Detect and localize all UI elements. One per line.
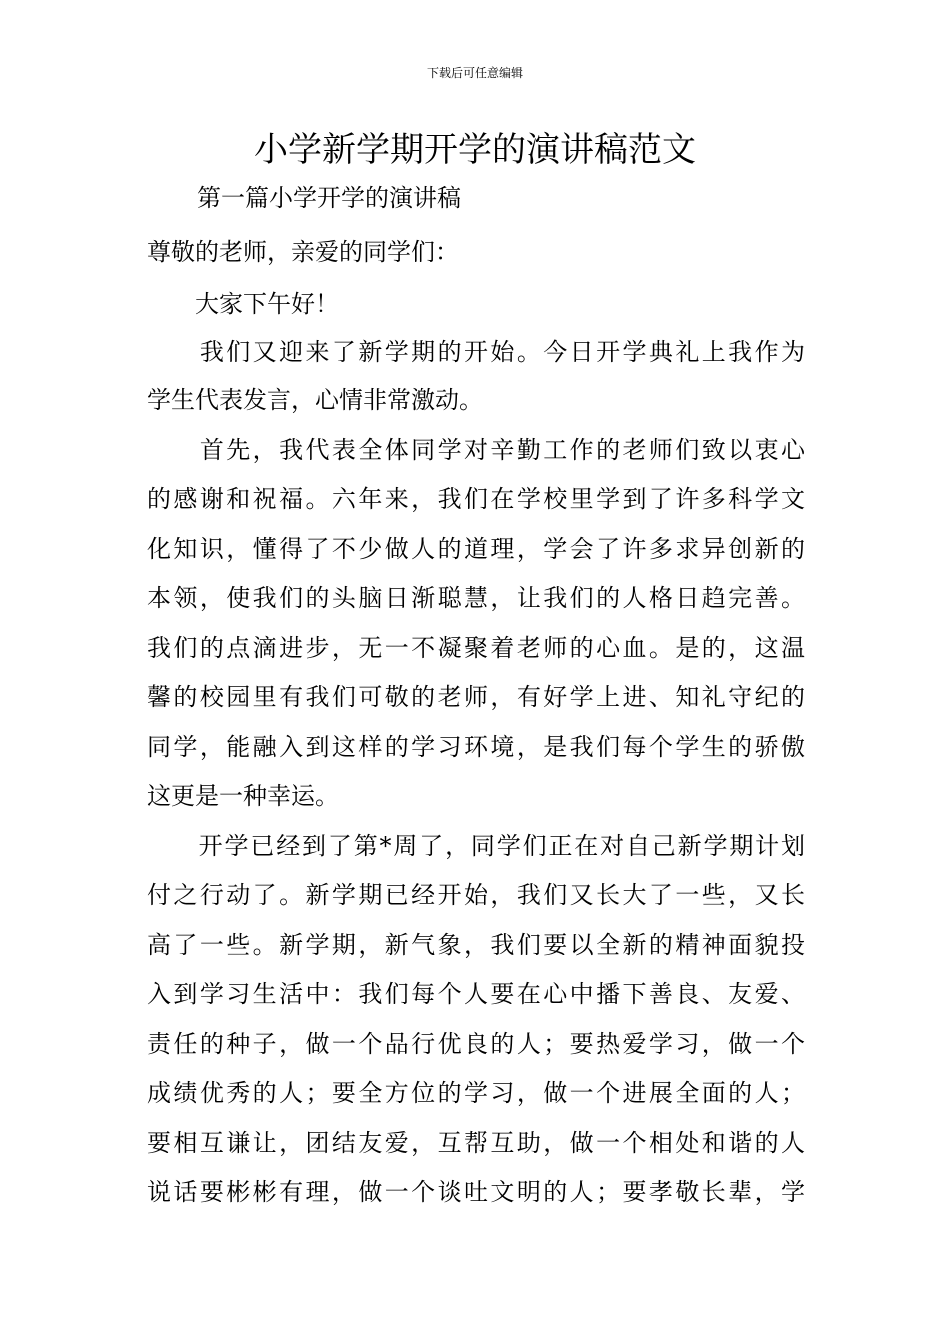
body-line: 化知识，懂得了不少做人的道理，学会了许多求异创新的 (147, 535, 805, 563)
body-line: 同学，能融入到这样的学习环境，是我们每个学生的骄傲 (147, 733, 805, 761)
document-title: 小学新学期开学的演讲稿范文 (254, 130, 696, 170)
body-line: 我们又迎来了新学期的开始。今日开学典礼上我作为 (147, 338, 805, 366)
page-header-note: 下载后可任意编辑 (426, 66, 523, 80)
document-subtitle: 第一篇小学开学的演讲稿 (197, 184, 461, 212)
body-line: 首先，我代表全体同学对辛勤工作的老师们致以衷心 (147, 436, 805, 464)
body-line: 入到学习生活中：我们每个人要在心中播下善良、友爱、 (147, 980, 805, 1008)
body-line: 本领，使我们的头脑日渐聪慧，让我们的人格日趋完善。 (147, 584, 805, 612)
body-line: 馨的校园里有我们可敬的老师，有好学上进、知礼守纪的 (147, 683, 805, 711)
body-line: 高了一些。新学期，新气象，我们要以全新的精神面貌投 (147, 931, 805, 959)
body-line: 成绩优秀的人；要全方位的学习，做一个进展全面的人； (147, 1079, 805, 1107)
body-line: 的感谢和祝福。六年来，我们在学校里学到了许多科学文 (147, 485, 805, 513)
body-line: 责任的种子，做一个品行优良的人；要热爱学习，做一个 (147, 1030, 805, 1058)
salutation-line: 尊敬的老师，亲爱的同学们： (147, 238, 459, 266)
body-line: 开学已经到了第*周了，同学们正在对自己新学期计划 (147, 832, 805, 860)
body-line: 要相互谦让，团结友爱，互帮互助，做一个相处和谐的人 (147, 1129, 805, 1157)
body-line: 说话要彬彬有理，做一个谈吐文明的人；要孝敬长辈，学 (147, 1178, 805, 1206)
body-line: 这更是一种幸运。 (147, 782, 339, 810)
body-line: 学生代表发言，心情非常激动。 (147, 386, 483, 414)
greeting-line: 大家下午好！ (147, 290, 339, 318)
body-line: 我们的点滴进步，无一不凝聚着老师的心血。是的，这温 (147, 634, 805, 662)
body-line: 付之行动了。新学期已经开始，我们又长大了一些，又长 (147, 881, 805, 909)
